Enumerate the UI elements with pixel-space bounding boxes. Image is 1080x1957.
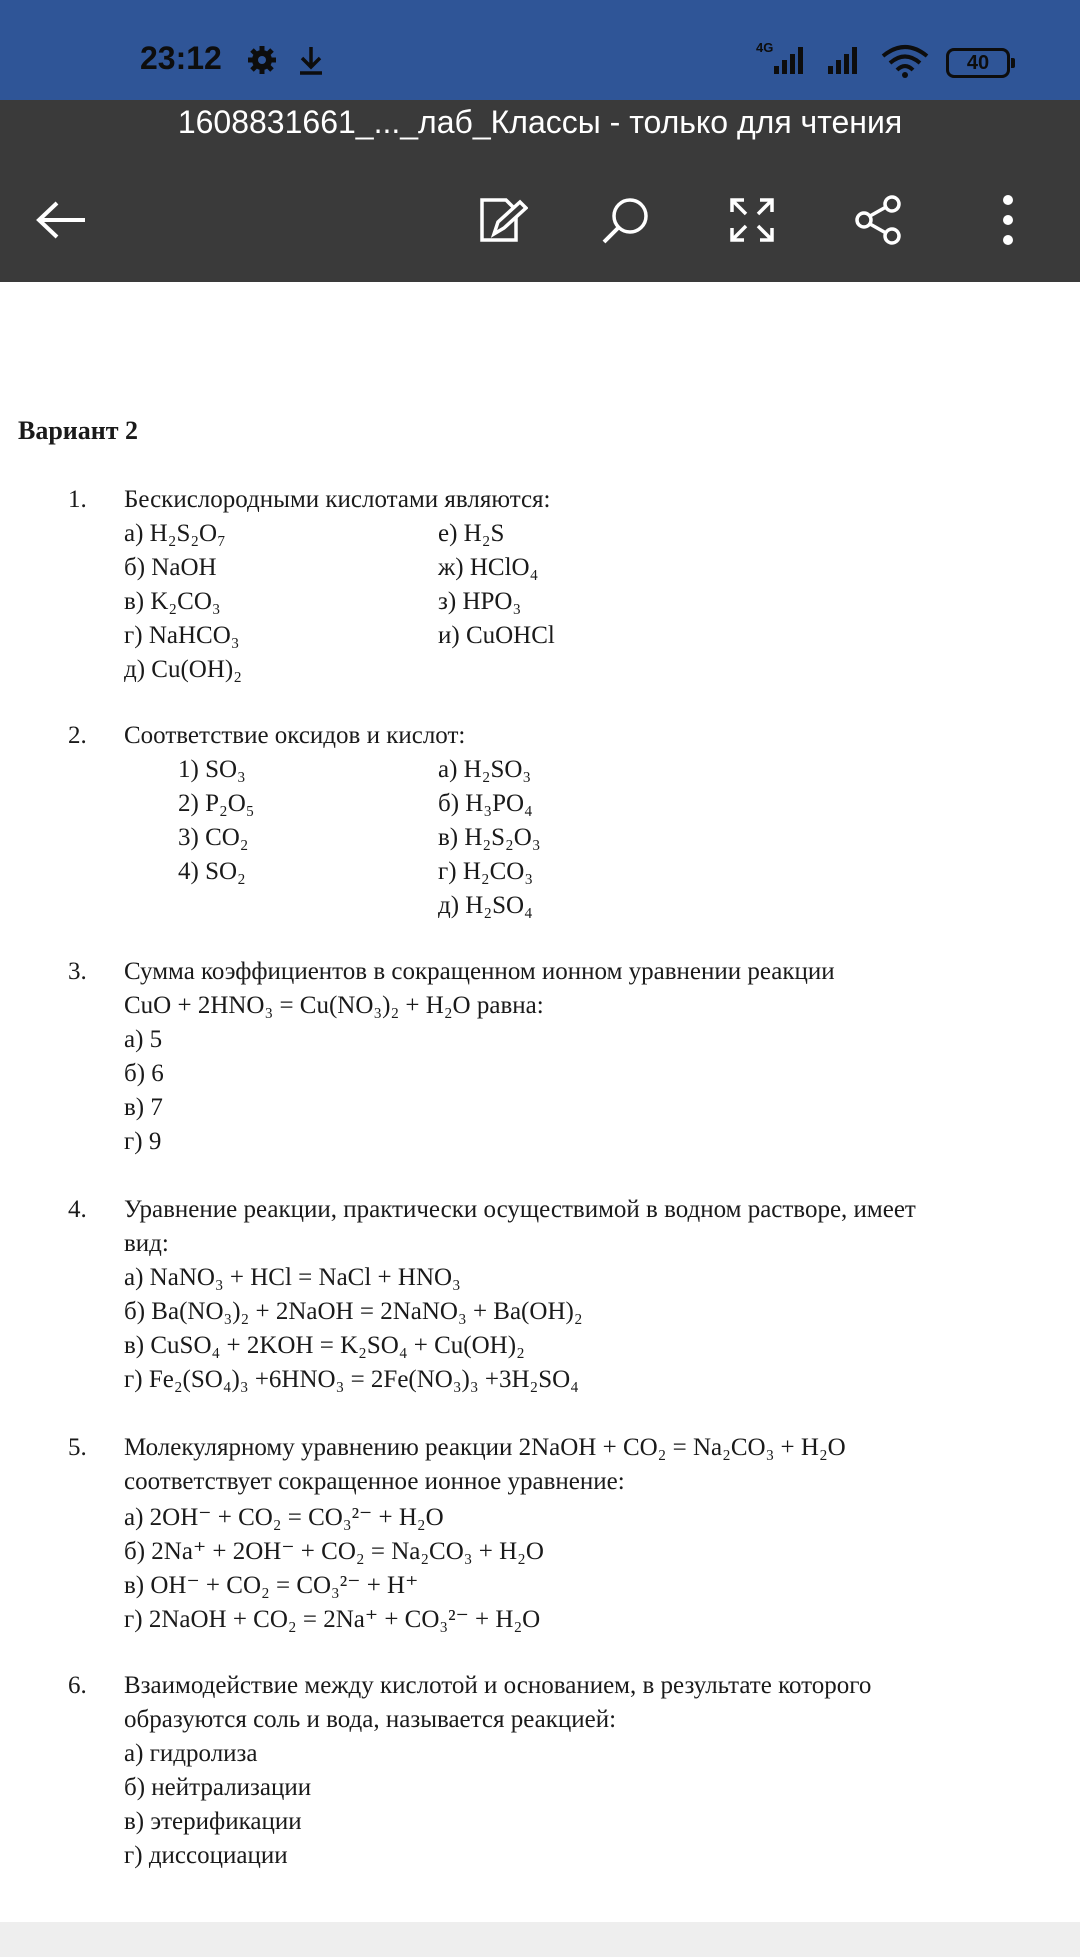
answer-option: в) этерификации <box>124 1808 302 1835</box>
answer-option: и) CuOHCl <box>438 622 555 649</box>
question-text: Молекулярному уравнению реакции 2NaOH + CO₂ = Na₂CO₃ + H₂O <box>124 1434 846 1461</box>
answer-option: в) 7 <box>124 1094 163 1121</box>
question-number: 3. <box>68 958 87 985</box>
signal-icon <box>770 44 814 81</box>
question-text: Сумма коэффициентов в сокращенном ионном уравнении реакции <box>124 958 835 985</box>
app-bar <box>0 100 1080 282</box>
question-number: 1. <box>68 486 87 513</box>
acid-item: д) H₂SO₄ <box>438 892 533 919</box>
back-arrow-icon[interactable] <box>32 190 92 250</box>
document-title: 1608831661_..._лаб_Классы - только для чтения <box>177 104 903 140</box>
answer-option: г) NaHCO₃ <box>124 622 240 649</box>
search-icon[interactable] <box>596 190 656 250</box>
download-icon <box>296 44 326 81</box>
question-text-cont: образуются соль и вода, называется реакцией: <box>124 1706 617 1733</box>
question-text-cont: вид: <box>124 1230 169 1257</box>
question-number: 5. <box>68 1434 87 1461</box>
question-text: Бескислородными кислотами являются: <box>124 486 551 513</box>
equation-line: CuO + 2HNO₃ = Cu(NO₃)₂ + H₂O равна: <box>124 992 544 1019</box>
acid-item: а) H₂SO₃ <box>438 756 532 783</box>
question-text-cont: соответствует сокращенное ионное уравнение: <box>124 1468 625 1495</box>
answer-option: г) диссоциации <box>124 1842 288 1869</box>
acid-item: в) H₂S₂O₃ <box>438 824 541 851</box>
variant-heading: Вариант 2 <box>18 416 139 445</box>
question-number: 6. <box>68 1672 87 1699</box>
answer-option: ж) HClO₄ <box>438 554 539 581</box>
answer-option: з) HPO₃ <box>438 588 522 615</box>
acid-item: б) H₃PO₄ <box>438 790 533 817</box>
answer-option: г) Fe₂(SO₄)₃ +6HNO₃ = 2Fe(NO₃)₃ +3H₂SO₄ <box>124 1366 579 1393</box>
answer-option: а) 5 <box>124 1026 163 1053</box>
answer-option: в) K₂CO₃ <box>124 588 221 615</box>
network-type: 4G <box>756 40 774 55</box>
status-bar <box>0 0 1080 100</box>
answer-option: г) 2NaOH + CO₂ = 2Na⁺ + CO₃²⁻ + H₂O <box>124 1606 541 1633</box>
wifi-icon <box>880 44 930 83</box>
oxide-item: 4) SO₂ <box>178 858 246 885</box>
oxide-item: 2) P₂O₅ <box>178 790 255 817</box>
question-text: Соответствие оксидов и кислот: <box>124 722 466 749</box>
answer-option: г) 9 <box>124 1128 162 1155</box>
acid-item: г) H₂CO₃ <box>438 858 534 885</box>
fullscreen-icon[interactable] <box>722 190 782 250</box>
status-time: 23:12 <box>140 40 222 76</box>
battery-level: 40 <box>966 52 990 74</box>
page-bottom-edge <box>0 1922 1080 1957</box>
oxide-item: 3) CO₂ <box>178 824 249 851</box>
answer-option: а) гидролиза <box>124 1740 258 1767</box>
question-text: Взаимодействие между кислотой и основанием, в результате которого <box>124 1672 872 1699</box>
answer-option: б) 6 <box>124 1060 164 1087</box>
battery-icon <box>946 48 1010 78</box>
answer-option: а) 2OH⁻ + CO₂ = CO₃²⁻ + H₂O <box>124 1504 444 1531</box>
answer-option: б) NaOH <box>124 554 217 581</box>
signal-icon-2 <box>824 44 868 81</box>
document-page <box>0 282 1080 1922</box>
edit-icon[interactable] <box>472 190 532 250</box>
question-number: 4. <box>68 1196 87 1223</box>
answer-option: б) Ba(NO₃)₂ + 2NaOH = 2NaNO₃ + Ba(OH)₂ <box>124 1298 583 1325</box>
answer-option: в) OH⁻ + CO₂ = CO₃²⁻ + H⁺ <box>124 1572 419 1599</box>
answer-option: а) NaNO₃ + HCl = NaCl + HNO₃ <box>124 1264 461 1291</box>
oxide-item: 1) SO₃ <box>178 756 246 783</box>
question-text: Уравнение реакции, практически осуществимой в водном растворе, имеет <box>124 1196 916 1223</box>
answer-option: д) Cu(OH)₂ <box>124 656 242 683</box>
answer-option: б) 2Na⁺ + 2OH⁻ + CO₂ = Na₂CO₃ + H₂O <box>124 1538 544 1565</box>
answer-option: е) H₂S <box>438 520 505 547</box>
question-number: 2. <box>68 722 87 749</box>
answer-option: б) нейтрализации <box>124 1774 312 1801</box>
share-icon[interactable] <box>848 190 908 250</box>
answer-option: в) CuSO₄ + 2KOH = K₂SO₄ + Cu(OH)₂ <box>124 1332 525 1359</box>
more-vertical-icon[interactable] <box>978 190 1038 250</box>
settings-gear-icon <box>246 44 278 81</box>
answer-option: а) H₂S₂O₇ <box>124 520 226 547</box>
